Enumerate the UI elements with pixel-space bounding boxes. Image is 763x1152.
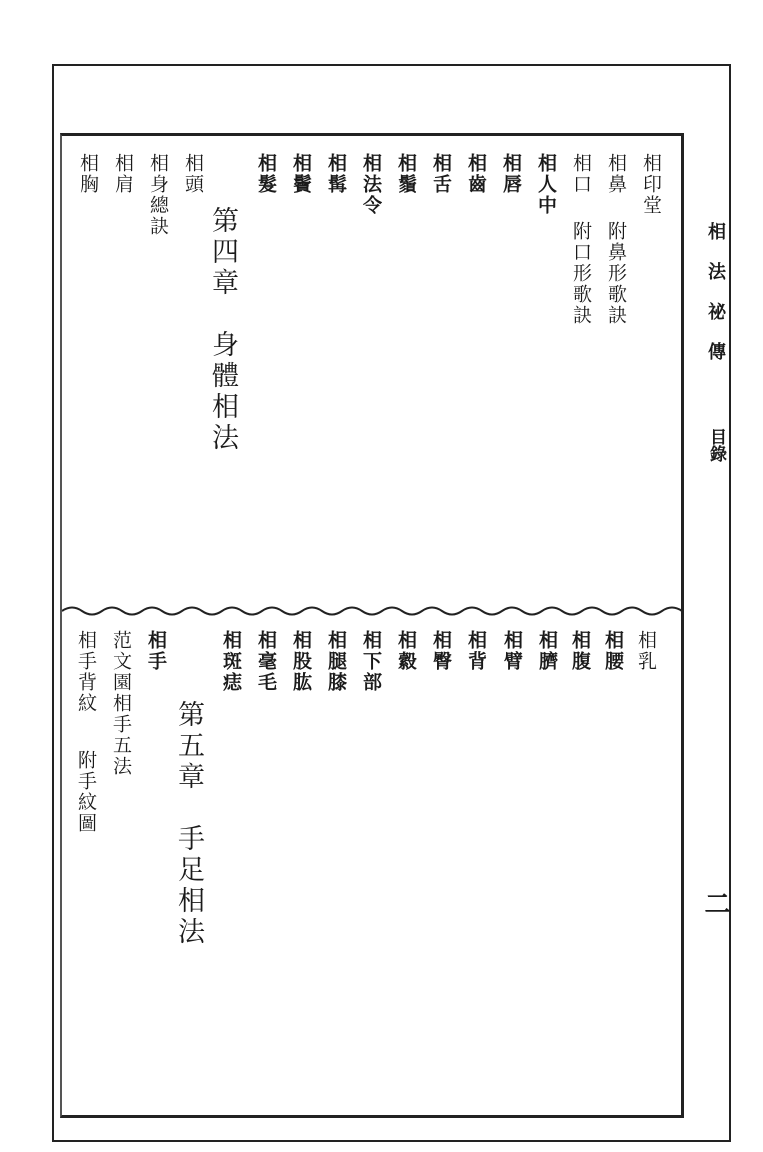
toc-entry: 相鬢 (290, 153, 312, 195)
chapter-title: 第五章 手足相法 (173, 700, 204, 948)
toc-entry-note: 附口形歌訣 (570, 221, 592, 326)
chapter-title: 第四章 身體相法 (207, 206, 238, 454)
toc-entry: 相肩 (112, 153, 134, 195)
toc-entry: 相口 (570, 153, 592, 195)
toc-entry-note: 附手紋圖 (75, 750, 97, 834)
page-number: 二 (700, 890, 730, 916)
toc-entry: 相臀 (430, 630, 452, 672)
toc-entry: 相法令 (360, 153, 382, 216)
toc-entry: 相斑痣 (220, 630, 242, 693)
toc-entry: 相頭 (182, 153, 204, 195)
toc-entry: 相股肱 (290, 630, 312, 693)
toc-entry: 相腰 (602, 630, 624, 672)
toc-entry: 相身總訣 (147, 153, 169, 237)
toc-entry: 相髯 (325, 153, 347, 195)
toc-entry: 相髮 (255, 153, 277, 195)
toc-entry: 相臂 (501, 630, 523, 672)
toc-entry: 相乳 (635, 630, 657, 672)
toc-entry: 相人中 (535, 153, 557, 216)
wavy-divider (62, 604, 682, 618)
toc-entry: 相背 (465, 630, 487, 672)
toc-entry: 相下部 (360, 630, 382, 693)
toc-entry: 相毫毛 (255, 630, 277, 693)
toc-entry-note: 附鼻形歌訣 (605, 221, 627, 326)
toc-entry: 相舌 (430, 153, 452, 195)
toc-entry: 相鬚 (395, 153, 417, 195)
toc-entry: 相齒 (465, 153, 487, 195)
toc-entry: 相臍 (536, 630, 558, 672)
toc-entry: 相腿膝 (325, 630, 347, 693)
book-title: 相法祕傳 (705, 222, 726, 382)
toc-entry: 相縠 (395, 630, 417, 672)
toc-entry: 相胸 (77, 153, 99, 195)
toc-entry: 相手背紋 (75, 630, 97, 714)
toc-entry: 相手 (145, 630, 167, 672)
toc-entry: 范文園相手五法 (110, 630, 132, 777)
section-label: 目錄 (706, 428, 726, 462)
toc-entry: 相印堂 (640, 153, 662, 216)
toc-entry: 相腹 (569, 630, 591, 672)
toc-entry: 相唇 (500, 153, 522, 195)
toc-entry: 相鼻 (605, 153, 627, 195)
